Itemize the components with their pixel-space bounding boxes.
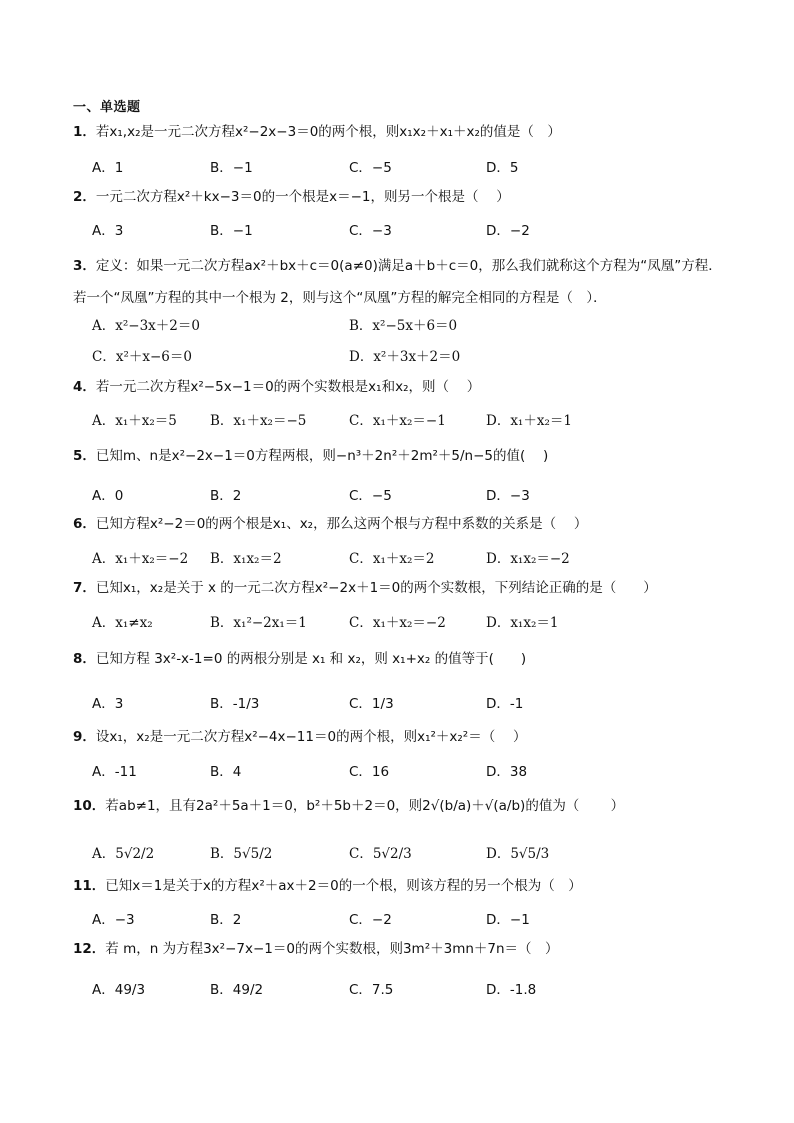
option-a[interactable]: A．1 — [92, 160, 124, 176]
option-c[interactable]: C．−5 — [349, 488, 392, 504]
question-stem: 若ab≠1，且有2a²＋5a＋1＝0，b²＋5b＋2＝0，则2√(b/a)＋√(a/b)的值为（ ） — [105, 798, 625, 814]
question-number: 8． — [73, 651, 96, 667]
option-a[interactable]: A．3 — [92, 223, 124, 239]
question-number: 3． — [73, 258, 96, 274]
question-number: 9． — [73, 729, 96, 745]
options-4 — [92, 409, 732, 431]
options-8 — [92, 692, 732, 714]
option-c[interactable]: C．−3 — [349, 223, 392, 239]
option-b[interactable]: B．4 — [210, 764, 242, 780]
options-10 — [92, 842, 732, 864]
option-b[interactable]: B．x₁x₂＝2 — [210, 551, 282, 567]
option-b[interactable]: B．x₁²−2x₁＝1 — [210, 615, 307, 631]
question-4 — [73, 377, 733, 397]
section-title: 一、单选题 — [73, 100, 141, 115]
option-b[interactable]: B．2 — [210, 912, 242, 928]
question-number: 2． — [73, 189, 96, 205]
option-c[interactable]: C．x₁＋x₂＝−2 — [349, 615, 446, 631]
option-a[interactable]: A．−3 — [92, 912, 135, 928]
options-6 — [92, 547, 732, 569]
option-b[interactable]: B．49/2 — [210, 982, 264, 998]
question-number: 6． — [73, 516, 96, 532]
option-b[interactable]: B．−1 — [210, 160, 253, 176]
option-d[interactable]: D．x²＋3x＋2＝0 — [349, 349, 461, 365]
options-5 — [92, 484, 732, 506]
option-d[interactable]: D．5√5/3 — [486, 846, 550, 862]
question-11 — [73, 876, 733, 896]
question-stem: 若一元二次方程x²−5x−1＝0的两个实数根是x₁和x₂，则（ ） — [95, 379, 481, 395]
options-2 — [92, 219, 732, 241]
question-stem: 已知x₁，x₂是关于 x 的一元二次方程x²−2x＋1＝0的两个实数根，下列结论正确的是（ ） — [95, 580, 657, 596]
question-stem: 已知x＝1是关于x的方程x²＋ax＋2＝0的一个根，则该方程的另一个根为（ ） — [105, 878, 582, 894]
option-d[interactable]: D．5 — [486, 160, 519, 176]
options-11 — [92, 908, 732, 930]
question-stem: 已知m、n是x²−2x−1＝0方程两根，则−n³＋2n²＋2m²＋5/n−5的值( ) — [95, 448, 549, 464]
question-stem: 已知方程 3x²-x-1=0 的两根分别是 x₁ 和 x₂，则 x₁+x₂ 的值等于( ) — [95, 651, 527, 667]
question-10 — [73, 796, 733, 816]
options-3-row2 — [92, 345, 732, 367]
options-7 — [92, 611, 732, 633]
question-8 — [73, 649, 733, 669]
option-b[interactable]: B．−1 — [210, 223, 253, 239]
option-b[interactable]: B．x²−5x＋6＝0 — [349, 318, 458, 334]
option-c[interactable]: C．−5 — [349, 160, 392, 176]
question-stem: 设x₁，x₂是一元二次方程x²−4x−11＝0的两个根，则x₁²＋x₂²＝（ ） — [95, 729, 527, 745]
option-c[interactable]: C．x₁＋x₂＝−1 — [349, 413, 446, 429]
option-c[interactable]: C．7.5 — [349, 982, 394, 998]
question-stem: 已知方程x²−2＝0的两个根是x₁、x₂，那么这两个根与方程中系数的关系是（ ） — [95, 516, 588, 532]
option-d[interactable]: D．x₁＋x₂＝1 — [486, 413, 572, 429]
question-stem: 若 m，n 为方程3x²−7x−1＝0的两个实数根，则3m²＋3mn＋7n＝（ ） — [105, 941, 559, 957]
option-a[interactable]: A．5√2/2 — [92, 846, 155, 862]
question-stem: 定义：如果一元二次方程ax²＋bx＋c＝0(a≠0)满足a＋b＋c＝0，那么我们就称这个方程为“凤凰”方程．若一个“凤凰”方程的其中一个根为 2，则与这个“凤凰”方程的解完全相同的方程是（ ）． — [73, 258, 722, 306]
option-d[interactable]: D．-1.8 — [486, 982, 537, 998]
option-c[interactable]: C．x₁＋x₂＝2 — [349, 551, 435, 567]
options-3-row1 — [92, 314, 732, 336]
question-number: 4． — [73, 379, 96, 395]
option-c[interactable]: C．5√2/3 — [349, 846, 412, 862]
question-number: 7． — [73, 580, 96, 596]
option-b[interactable]: B．-1/3 — [210, 696, 260, 712]
question-3 — [73, 250, 733, 314]
option-d[interactable]: D．−1 — [486, 912, 530, 928]
question-number: 12． — [73, 941, 106, 957]
option-a[interactable]: A．x₁＋x₂＝−2 — [92, 551, 189, 567]
option-c[interactable]: C．−2 — [349, 912, 392, 928]
question-stem: 一元二次方程x²＋kx−3＝0的一个根是x＝−1，则另一个根是（ ） — [95, 189, 510, 205]
option-a[interactable]: A．x₁≠x₂ — [92, 615, 153, 631]
option-b[interactable]: B．5√5/2 — [210, 846, 273, 862]
question-2 — [73, 187, 733, 207]
option-d[interactable]: D．−2 — [486, 223, 530, 239]
option-a[interactable]: A．49/3 — [92, 982, 146, 998]
question-12 — [73, 939, 733, 959]
question-number: 11． — [73, 878, 106, 894]
question-7 — [73, 578, 733, 598]
option-a[interactable]: A．-11 — [92, 764, 137, 780]
option-a[interactable]: A．x²−3x＋2＝0 — [92, 318, 200, 334]
option-c[interactable]: C．x²＋x−6＝0 — [92, 349, 192, 365]
option-d[interactable]: D．38 — [486, 764, 528, 780]
option-b[interactable]: B．x₁＋x₂＝−5 — [210, 413, 307, 429]
option-a[interactable]: A．x₁＋x₂＝5 — [92, 413, 177, 429]
options-12 — [92, 978, 732, 1000]
question-number: 1． — [73, 124, 96, 140]
option-d[interactable]: D．x₁x₂＝−2 — [486, 551, 570, 567]
option-b[interactable]: B．2 — [210, 488, 242, 504]
question-number: 5． — [73, 448, 96, 464]
question-9 — [73, 727, 733, 747]
question-number: 10． — [73, 798, 106, 814]
option-a[interactable]: A．3 — [92, 696, 124, 712]
option-d[interactable]: D．-1 — [486, 696, 524, 712]
question-6 — [73, 514, 733, 534]
options-9 — [92, 760, 732, 782]
question-5 — [73, 446, 733, 466]
option-d[interactable]: D．x₁x₂＝1 — [486, 615, 559, 631]
option-d[interactable]: D．−3 — [486, 488, 530, 504]
question-stem: 若x₁,x₂是一元二次方程x²−2x−3＝0的两个根，则x₁x₂＋x₁＋x₂的值是（ ） — [95, 124, 561, 140]
option-a[interactable]: A．0 — [92, 488, 124, 504]
option-c[interactable]: C．1/3 — [349, 696, 394, 712]
question-1 — [73, 122, 733, 142]
option-c[interactable]: C．16 — [349, 764, 390, 780]
options-1 — [92, 156, 732, 178]
